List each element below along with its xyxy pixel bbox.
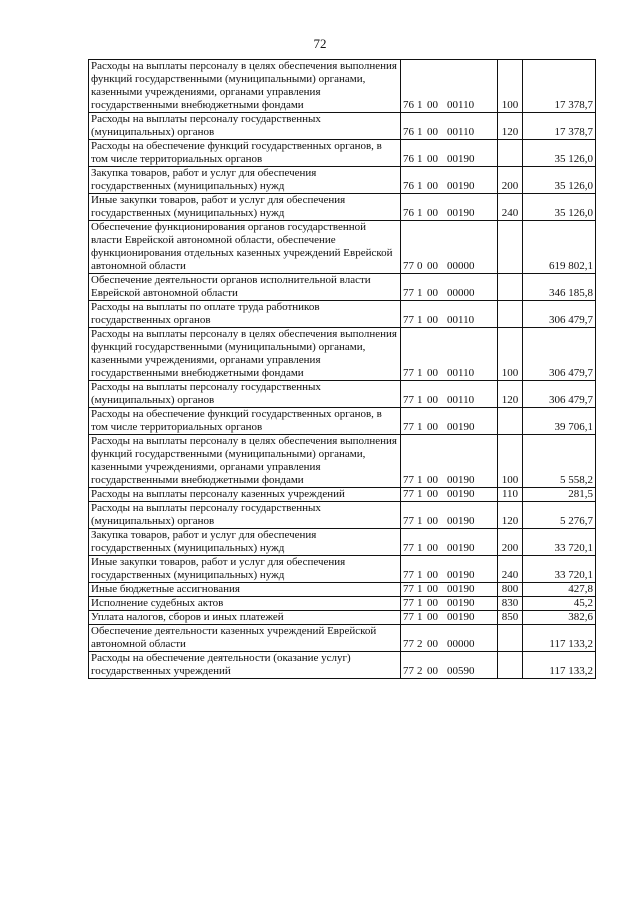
- table-row: [89, 167, 596, 194]
- amount: 39 706,1: [523, 408, 596, 435]
- code-section: 00: [427, 665, 438, 677]
- row-code: [401, 652, 498, 679]
- expense-type: [498, 625, 523, 652]
- code-section: 00: [427, 314, 438, 326]
- row-description: Расходы на выплаты персоналу государственных (муниципальных) органов: [89, 502, 401, 529]
- code-subprogram: 1: [417, 180, 423, 192]
- code-direction: 00110: [447, 314, 475, 326]
- code-program: 77: [403, 421, 414, 433]
- table-row: [89, 221, 596, 274]
- code-program: 77: [403, 515, 414, 527]
- code-section: 00: [427, 99, 438, 111]
- code-subprogram: 2: [417, 638, 423, 650]
- code-program: 76: [403, 126, 414, 138]
- expense-type: 110: [498, 488, 523, 502]
- code-direction: 00190: [447, 421, 475, 433]
- expense-type: [498, 221, 523, 274]
- expense-type: [498, 140, 523, 167]
- code-program: 76: [403, 207, 414, 219]
- table-row: [89, 556, 596, 583]
- code-section: 00: [427, 207, 438, 219]
- table-row: [89, 529, 596, 556]
- expense-type: [498, 301, 523, 328]
- amount: 35 126,0: [523, 140, 596, 167]
- code-program: 76: [403, 99, 414, 111]
- amount: 117 133,2: [523, 652, 596, 679]
- row-code: [401, 60, 498, 113]
- table-row: [89, 408, 596, 435]
- amount: 306 479,7: [523, 328, 596, 381]
- code-direction: 00110: [447, 126, 475, 138]
- table-row: [89, 583, 596, 597]
- table-row: [89, 611, 596, 625]
- code-direction: 00000: [447, 260, 475, 272]
- row-description: Расходы на выплаты персоналу казенных учреждений: [89, 488, 401, 502]
- amount: 35 126,0: [523, 194, 596, 221]
- code-program: 77: [403, 597, 414, 609]
- amount: 5 276,7: [523, 502, 596, 529]
- code-direction: 00190: [447, 611, 475, 623]
- amount: 306 479,7: [523, 381, 596, 408]
- code-program: 77: [403, 488, 414, 500]
- row-description: Расходы на выплаты персоналу в целях обеспечения выполнения функций государственными (муниципальными) органами, казенными учреждениями, органами управления государственными внебюджетными фондами: [89, 60, 401, 113]
- code-subprogram: 2: [417, 665, 423, 677]
- row-description: Расходы на обеспечение функций государственных органов, в том числе территориальных органов: [89, 140, 401, 167]
- budget-table: [88, 59, 596, 679]
- row-code: [401, 583, 498, 597]
- expense-type: 120: [498, 113, 523, 140]
- expense-type: 100: [498, 60, 523, 113]
- code-subprogram: 1: [417, 542, 423, 554]
- code-section: 00: [427, 474, 438, 486]
- code-section: 00: [427, 597, 438, 609]
- amount: 117 133,2: [523, 625, 596, 652]
- code-direction: 00190: [447, 583, 475, 595]
- expense-type: 200: [498, 529, 523, 556]
- code-section: 00: [427, 126, 438, 138]
- code-program: 77: [403, 287, 414, 299]
- row-code: [401, 301, 498, 328]
- expense-type: 240: [498, 194, 523, 221]
- amount: 306 479,7: [523, 301, 596, 328]
- row-code: [401, 194, 498, 221]
- amount: 45,2: [523, 597, 596, 611]
- table-row: [89, 328, 596, 381]
- expense-type: 100: [498, 435, 523, 488]
- code-program: 77: [403, 260, 414, 272]
- code-subprogram: 1: [417, 583, 423, 595]
- code-section: 00: [427, 583, 438, 595]
- row-code: [401, 597, 498, 611]
- expense-type: 120: [498, 502, 523, 529]
- code-subprogram: 1: [417, 99, 423, 111]
- expense-type: [498, 652, 523, 679]
- code-subprogram: 1: [417, 421, 423, 433]
- code-direction: 00190: [447, 542, 475, 554]
- row-description: Расходы на выплаты по оплате труда работников государственных органов: [89, 301, 401, 328]
- row-description: Закупка товаров, работ и услуг для обеспечения государственных (муниципальных) нужд: [89, 167, 401, 194]
- row-code: [401, 167, 498, 194]
- table-row: [89, 301, 596, 328]
- expense-type: [498, 408, 523, 435]
- code-section: 00: [427, 287, 438, 299]
- amount: 17 378,7: [523, 60, 596, 113]
- table-row: [89, 381, 596, 408]
- code-section: 00: [427, 153, 438, 165]
- code-program: 77: [403, 569, 414, 581]
- code-program: 77: [403, 665, 414, 677]
- table-row: [89, 140, 596, 167]
- code-subprogram: 1: [417, 126, 423, 138]
- code-program: 77: [403, 638, 414, 650]
- code-program: 76: [403, 180, 414, 192]
- code-direction: 00000: [447, 638, 475, 650]
- code-direction: 00110: [447, 367, 475, 379]
- code-direction: 00190: [447, 488, 475, 500]
- table-row: [89, 597, 596, 611]
- code-subprogram: 1: [417, 367, 423, 379]
- code-section: 00: [427, 421, 438, 433]
- row-code: [401, 328, 498, 381]
- code-section: 00: [427, 488, 438, 500]
- code-subprogram: 1: [417, 394, 423, 406]
- row-description: Иные закупки товаров, работ и услуг для обеспечения государственных (муниципальных) нужд: [89, 556, 401, 583]
- code-direction: 00190: [447, 569, 475, 581]
- code-program: 76: [403, 153, 414, 165]
- amount: 619 802,1: [523, 221, 596, 274]
- code-section: 00: [427, 180, 438, 192]
- code-direction: 00190: [447, 597, 475, 609]
- code-direction: 00190: [447, 153, 475, 165]
- expense-type: 240: [498, 556, 523, 583]
- expense-type: [498, 274, 523, 301]
- amount: 346 185,8: [523, 274, 596, 301]
- page-number: 72: [313, 36, 327, 51]
- code-subprogram: 0: [417, 260, 423, 272]
- code-subprogram: 1: [417, 314, 423, 326]
- code-direction: 00110: [447, 99, 475, 111]
- code-section: 00: [427, 638, 438, 650]
- code-section: 00: [427, 367, 438, 379]
- table-row: [89, 488, 596, 502]
- row-description: Расходы на выплаты персоналу государственных (муниципальных) органов: [89, 381, 401, 408]
- row-code: [401, 488, 498, 502]
- table-row: [89, 113, 596, 140]
- code-section: 00: [427, 515, 438, 527]
- row-code: [401, 381, 498, 408]
- amount: 33 720,1: [523, 529, 596, 556]
- row-code: [401, 435, 498, 488]
- code-program: 77: [403, 611, 414, 623]
- expense-type: 120: [498, 381, 523, 408]
- row-description: Расходы на выплаты персоналу государственных (муниципальных) органов: [89, 113, 401, 140]
- row-description: Обеспечение функционирования органов государственной власти Еврейской автономной области, обеспечение функционирования отдельных казенных учреждений Еврейской автономной области: [89, 221, 401, 274]
- row-code: [401, 113, 498, 140]
- row-code: [401, 274, 498, 301]
- code-subprogram: 1: [417, 153, 423, 165]
- row-code: [401, 408, 498, 435]
- amount: 35 126,0: [523, 167, 596, 194]
- code-subprogram: 1: [417, 611, 423, 623]
- row-description: Расходы на выплаты персоналу в целях обеспечения выполнения функций государственными (муниципальными) органами, казенными учреждениями, органами управления государственными внебюджетными фондами: [89, 435, 401, 488]
- code-direction: 00190: [447, 515, 475, 527]
- row-description: Исполнение судебных актов: [89, 597, 401, 611]
- code-section: 00: [427, 394, 438, 406]
- expense-type: 830: [498, 597, 523, 611]
- expense-type: 100: [498, 328, 523, 381]
- row-code: [401, 529, 498, 556]
- code-subprogram: 1: [417, 488, 423, 500]
- row-description: Обеспечение деятельности казенных учреждений Еврейской автономной области: [89, 625, 401, 652]
- row-description: Расходы на обеспечение деятельности (оказание услуг) государственных учреждений: [89, 652, 401, 679]
- expense-type: 850: [498, 611, 523, 625]
- amount: 17 378,7: [523, 113, 596, 140]
- amount: 33 720,1: [523, 556, 596, 583]
- code-direction: 00110: [447, 394, 475, 406]
- row-description: Уплата налогов, сборов и иных платежей: [89, 611, 401, 625]
- code-subprogram: 1: [417, 287, 423, 299]
- row-description: Расходы на выплаты персоналу в целях обеспечения выполнения функций государственными (муниципальными) органами, казенными учреждениями, органами управления государственными внебюджетными фондами: [89, 328, 401, 381]
- expense-type: 200: [498, 167, 523, 194]
- table-row: [89, 60, 596, 113]
- code-direction: 00190: [447, 207, 475, 219]
- table-row: [89, 274, 596, 301]
- row-description: Закупка товаров, работ и услуг для обеспечения государственных (муниципальных) нужд: [89, 529, 401, 556]
- row-description: Расходы на обеспечение функций государственных органов, в том числе территориальных органов: [89, 408, 401, 435]
- amount: 5 558,2: [523, 435, 596, 488]
- table-row: [89, 502, 596, 529]
- code-direction: 00190: [447, 474, 475, 486]
- table-row: [89, 625, 596, 652]
- row-code: [401, 221, 498, 274]
- code-subprogram: 1: [417, 474, 423, 486]
- code-program: 77: [403, 583, 414, 595]
- row-code: [401, 502, 498, 529]
- code-program: 77: [403, 314, 414, 326]
- code-section: 00: [427, 542, 438, 554]
- code-subprogram: 1: [417, 207, 423, 219]
- table-row: [89, 194, 596, 221]
- row-code: [401, 625, 498, 652]
- code-section: 00: [427, 260, 438, 272]
- amount: 382,6: [523, 611, 596, 625]
- expense-type: 800: [498, 583, 523, 597]
- code-program: 77: [403, 542, 414, 554]
- row-code: [401, 611, 498, 625]
- code-program: 77: [403, 394, 414, 406]
- amount: 427,8: [523, 583, 596, 597]
- code-section: 00: [427, 611, 438, 623]
- code-direction: 00000: [447, 287, 475, 299]
- code-section: 00: [427, 569, 438, 581]
- code-subprogram: 1: [417, 569, 423, 581]
- row-description: Обеспечение деятельности органов исполнительной власти Еврейской автономной области: [89, 274, 401, 301]
- row-description: Иные закупки товаров, работ и услуг для обеспечения государственных (муниципальных) нужд: [89, 194, 401, 221]
- code-subprogram: 1: [417, 515, 423, 527]
- row-code: [401, 140, 498, 167]
- table-row: [89, 435, 596, 488]
- table-row: [89, 652, 596, 679]
- row-code: [401, 556, 498, 583]
- code-program: 77: [403, 367, 414, 379]
- code-direction: 00190: [447, 180, 475, 192]
- code-subprogram: 1: [417, 597, 423, 609]
- code-direction: 00590: [447, 665, 475, 677]
- amount: 281,5: [523, 488, 596, 502]
- row-description: Иные бюджетные ассигнования: [89, 583, 401, 597]
- code-program: 77: [403, 474, 414, 486]
